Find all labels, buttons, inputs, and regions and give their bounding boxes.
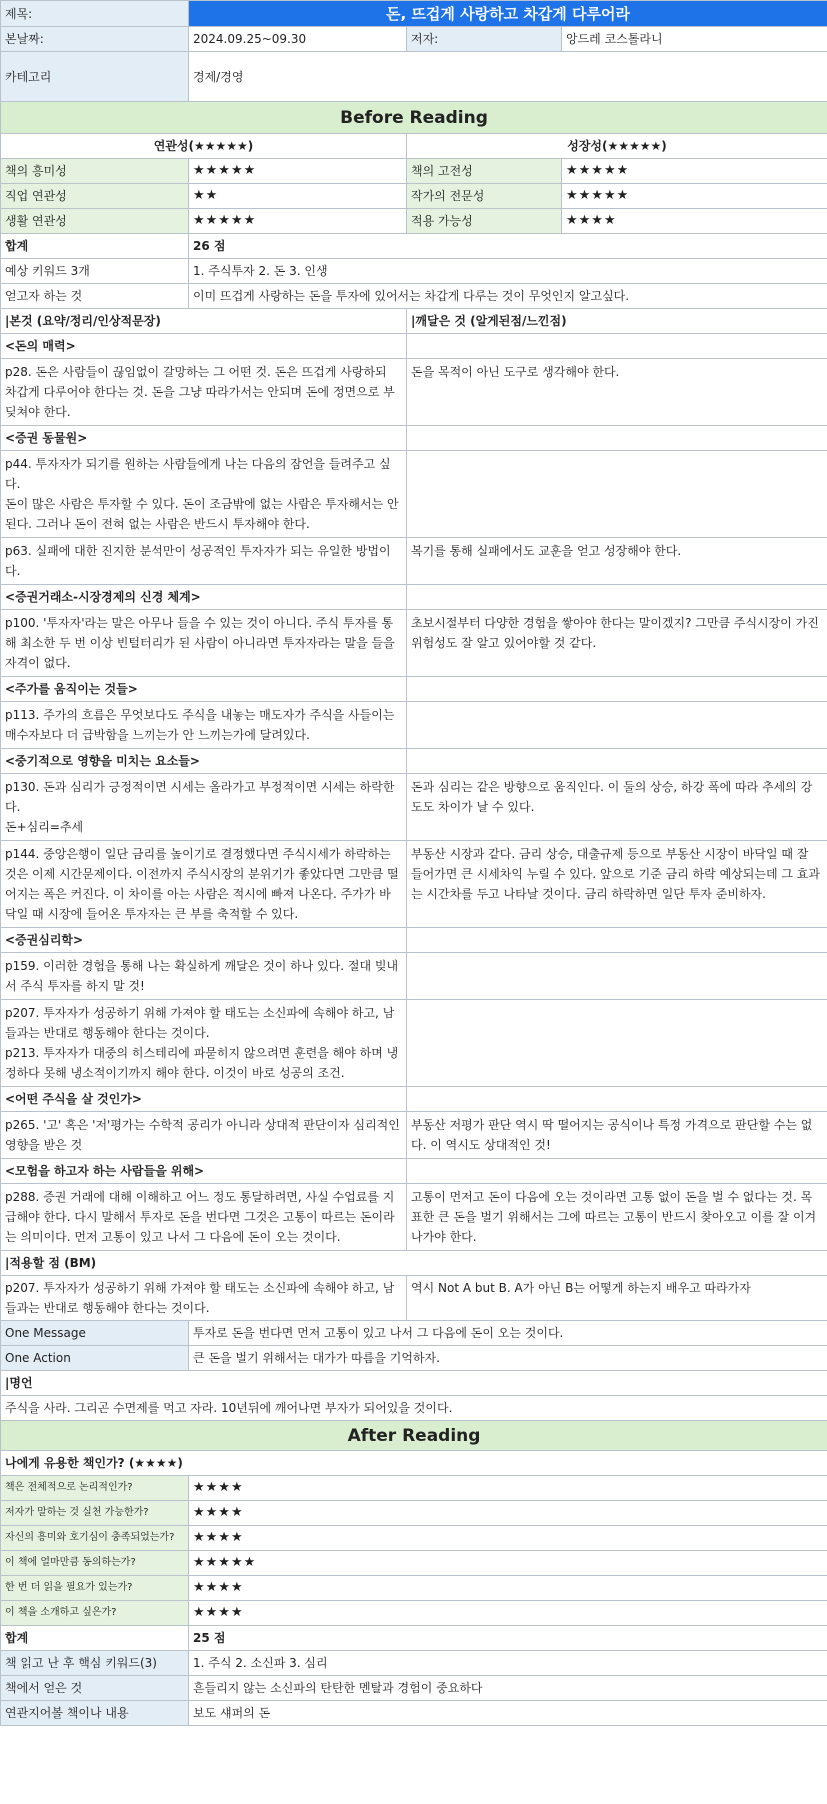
notes-left-header: |본것 (요약/정리/인상적문장) — [1, 309, 407, 334]
insight-note: 돈과 심리는 같은 방향으로 움직인다. 이 둘의 상승, 하강 폭에 따라 추세의 강도도 차이가 날 수 있다. — [407, 774, 827, 841]
insight-note: 부동산 저평가 판단 역시 딱 떨어지는 공식이나 특정 가격으로 판단할 수는 없다. 이 역시도 상대적인 것! — [407, 1112, 827, 1159]
rating-label: 책의 흥미성 — [1, 159, 189, 184]
question-label: 이 책에 얼마만큼 동의하는가? — [1, 1551, 189, 1576]
category-value: 경제/경영 — [189, 52, 827, 102]
before-total-score: 26 점 — [189, 234, 827, 259]
expected-keywords-label: 예상 키워드 3개 — [1, 259, 189, 284]
question-label: 저자가 말하는 것 실천 가능한가? — [1, 1501, 189, 1526]
question-stars: ★★★★★ — [189, 1551, 827, 1576]
summary-note: p144. 중앙은행이 일단 금리를 높이기로 결정했다면 주식시세가 하락하는 것은 이제 시간문제이다. 이전까지 주식시장의 분위기가 좋았다면 그만큼 떨어지는 폭은 커진다. 이 차이를 아는 사람은 적시에 빠져 나온다. 주가가 바닥일 때 시장에 들어온 투자자는 큰 부를 축적할 수 있다. — [1, 841, 407, 928]
author-label: 저자: — [407, 27, 562, 52]
question-stars: ★★★★ — [189, 1476, 827, 1501]
insight-note — [407, 702, 827, 749]
before-total-label: 합계 — [1, 234, 189, 259]
goal-label: 얻고자 하는 것 — [1, 284, 189, 309]
apply-left: p207. 투자자가 성공하기 위해 가져야 할 태도는 소신파에 속해야 하고, 남들과는 반대로 행동해야 한다는 것이다. — [1, 1276, 407, 1321]
section-title-blank — [407, 677, 827, 702]
questions-body — [1, 1476, 827, 1626]
section-title-blank — [407, 585, 827, 610]
related-label: 연관지어볼 책이나 내용 — [1, 1701, 189, 1726]
summary-note: p207. 투자자가 성공하기 위해 가져야 할 태도는 소신파에 속해야 하고, 남들과는 반대로 행동해야 한다는 것이다. p213. 투자자가 대중의 히스테리에 파묻히지 않으려면 훈련을 해야 하며 냉정하다 못해 냉소적이기까지 해야 한다. 이것이 바로 성공의 조건. — [1, 1000, 407, 1087]
insight-note — [407, 1000, 827, 1087]
section-title: <돈의 매력> — [1, 334, 407, 359]
insight-note: 초보시절부터 다양한 경험을 쌓아야 한다는 말이겠지? 그만큼 주식시장이 가진 위험성도 잘 알고 있어야할 것 같다. — [407, 610, 827, 677]
one-action-label: One Action — [1, 1346, 189, 1371]
section-title: <주가를 움직이는 것들> — [1, 677, 407, 702]
summary-note: p288. 증권 거래에 대해 이해하고 어느 정도 통달하려면, 사실 수업료를 지급해야 한다. 다시 말해서 투자로 돈을 번다면 그것은 고통이 따르는 돈이라는 의미이다. 먼저 고통이 있고 나서 그 다음에 돈이 오는 것이다. — [1, 1184, 407, 1251]
quote-text: 주식을 사라. 그리곤 수면제를 먹고 자라. 10년뒤에 깨어나면 부자가 되어있을 것이다. — [1, 1396, 827, 1421]
expected-keywords: 1. 주식투자 2. 돈 3. 인생 — [189, 259, 827, 284]
after-total-label: 합계 — [1, 1626, 189, 1651]
section-title: <증권거래소-시장경제의 신경 체계> — [1, 585, 407, 610]
growth-title: 성장성(★★★★★) — [407, 134, 827, 159]
summary-note: p44. 투자자가 되기를 원하는 사람들에게 나는 다음의 잠언을 들려주고 싶다. 돈이 많은 사람은 투자할 수 있다. 돈이 조금밖에 없는 사람은 투자해서는 안된다. 그러나 돈이 전혀 없는 사람은 반드시 투자해야 한다. — [1, 451, 407, 538]
summary-note: p130. 돈과 심리가 긍정적이면 시세는 올라가고 부정적이면 시세는 하락한다. 돈+심리=추세 — [1, 774, 407, 841]
question-label: 자신의 흥미와 호기심이 충족되었는가? — [1, 1526, 189, 1551]
gain-text: 흔들리지 않는 소신파의 탄탄한 멘탈과 경험이 중요하다 — [189, 1676, 827, 1701]
question-label: 한 번 더 읽을 필요가 있는가? — [1, 1576, 189, 1601]
gain-label: 책에서 얻은 것 — [1, 1676, 189, 1701]
summary-note: p63. 실패에 대한 진지한 분석만이 성공적인 투자자가 되는 유일한 방법이다. — [1, 538, 407, 585]
one-action: 큰 돈을 벌기 위해서는 대가가 따름을 기억하자. — [189, 1346, 827, 1371]
section-title: <중기적으로 영향을 미치는 요소들> — [1, 749, 407, 774]
summary-note: p159. 이러한 경험을 통해 나는 확실하게 깨달은 것이 하나 있다. 절대 빚내서 주식 투자를 하지 말 것! — [1, 953, 407, 1000]
rating-label: 직업 연관성 — [1, 184, 189, 209]
insight-note: 부동산 시장과 같다. 금리 상승, 대출규제 등으로 부동산 시장이 바닥일 때 잘 들어가면 큰 시세차익 누릴 수 있다. 앞으로 기준 금리 하락 예상되는데 그 효과는 시간차를 두고 나타날 것이다. 금리 하락하면 일단 투자 준비하자. — [407, 841, 827, 928]
rating-label: 적용 가능성 — [407, 209, 562, 234]
goal-text: 이미 뜨겁게 사랑하는 돈을 투자에 있어서는 차갑게 다루는 것이 무엇인지 알고싶다. — [189, 284, 827, 309]
section-title-blank — [407, 749, 827, 774]
rating-stars: ★★★★★ — [189, 159, 407, 184]
after-keywords: 1. 주식 2. 소신파 3. 심리 — [189, 1651, 827, 1676]
after-reading-heading: After Reading — [1, 1421, 827, 1451]
section-title: <증권심리학> — [1, 928, 407, 953]
before-reading-heading: Before Reading — [1, 102, 827, 134]
author-name: 앙드레 코스톨라니 — [562, 27, 827, 52]
rating-stars: ★★★★ — [562, 209, 827, 234]
date-label: 본날짜: — [1, 27, 189, 52]
rating-stars: ★★★★★ — [189, 209, 407, 234]
summary-note: p28. 돈은 사람들이 끊임없이 갈망하는 그 어떤 것. 돈은 뜨겁게 사랑하되 차갑게 다루어야 한다는 것. 돈을 그냥 따라가서는 안되며 돈에 정면으로 부딪쳐야 한다. — [1, 359, 407, 426]
related-text: 보도 섀퍼의 돈 — [189, 1701, 827, 1726]
question-stars: ★★★★ — [189, 1526, 827, 1551]
section-title-blank — [407, 1159, 827, 1184]
summary-note: p265. '고' 혹은 '저'평가는 수학적 공리가 아니라 상대적 판단이자 심리적인 영향을 받은 것 — [1, 1112, 407, 1159]
rating-label: 생활 연관성 — [1, 209, 189, 234]
reading-date: 2024.09.25~09.30 — [189, 27, 407, 52]
question-stars: ★★★★ — [189, 1601, 827, 1626]
question-label: 이 책을 소개하고 싶은가? — [1, 1601, 189, 1626]
category-label: 카테고리 — [1, 52, 189, 102]
insight-note — [407, 451, 827, 538]
title-label: 제목: — [1, 1, 189, 27]
insight-note: 돈을 목적이 아닌 도구로 생각해야 한다. — [407, 359, 827, 426]
book-title: 돈, 뜨겁게 사랑하고 차갑게 다루어라 — [189, 1, 827, 27]
one-message-label: One Message — [1, 1321, 189, 1346]
apply-title: |적용할 점 (BM) — [1, 1251, 827, 1276]
insight-note — [407, 953, 827, 1000]
rating-label: 책의 고전성 — [407, 159, 562, 184]
apply-right: 역시 Not A but B. A가 아닌 B는 어떻게 하는지 배우고 따라가자 — [407, 1276, 827, 1321]
notes-body — [1, 334, 827, 1251]
section-title: <증권 동물원> — [1, 426, 407, 451]
insight-note: 고통이 먼저고 돈이 다음에 오는 것이라면 고통 없이 돈을 벌 수 없다는 것. 목표한 큰 돈을 벌기 위해서는 그에 따르는 고통이 반드시 찾아오고 이를 잘 이겨 나가야 한다. — [407, 1184, 827, 1251]
rating-stars: ★★ — [189, 184, 407, 209]
quote-title: |명언 — [1, 1371, 827, 1396]
relevance-title: 연관성(★★★★★) — [1, 134, 407, 159]
section-title-blank — [407, 334, 827, 359]
after-keywords-label: 책 읽고 난 후 핵심 키워드(3) — [1, 1651, 189, 1676]
rating-stars: ★★★★★ — [562, 184, 827, 209]
rating-label: 작가의 전문성 — [407, 184, 562, 209]
question-label: 책은 전체적으로 논리적인가? — [1, 1476, 189, 1501]
section-title-blank — [407, 928, 827, 953]
question-stars: ★★★★ — [189, 1576, 827, 1601]
one-message: 투자로 돈을 번다면 먼저 고통이 있고 나서 그 다음에 돈이 오는 것이다. — [189, 1321, 827, 1346]
section-title-blank — [407, 1087, 827, 1112]
section-title: <모험을 하고자 하는 사람들을 위해> — [1, 1159, 407, 1184]
summary-note: p113. 주가의 흐름은 무엇보다도 주식을 내놓는 매도자가 주식을 사들이는 매수자보다 더 급박함을 느끼는가 안 느끼는가에 달려있다. — [1, 702, 407, 749]
useful-title: 나에게 유용한 책인가? (★★★★) — [1, 1451, 827, 1476]
insight-note: 복기를 통해 실패에서도 교훈을 얻고 성장해야 한다. — [407, 538, 827, 585]
section-title: <어떤 주식을 살 것인가> — [1, 1087, 407, 1112]
rating-stars: ★★★★★ — [562, 159, 827, 184]
after-total-score: 25 점 — [189, 1626, 827, 1651]
question-stars: ★★★★ — [189, 1501, 827, 1526]
section-title-blank — [407, 426, 827, 451]
summary-note: p100. '투자자'라는 말은 아무나 들을 수 있는 것이 아니다. 주식 투자를 통해 최소한 두 번 이상 빈털터리가 된 사람이 아니라면 투자자라는 말을 들을 자격이 없다. — [1, 610, 407, 677]
notes-right-header: |깨달은 것 (알게된점/느낀점) — [407, 309, 827, 334]
